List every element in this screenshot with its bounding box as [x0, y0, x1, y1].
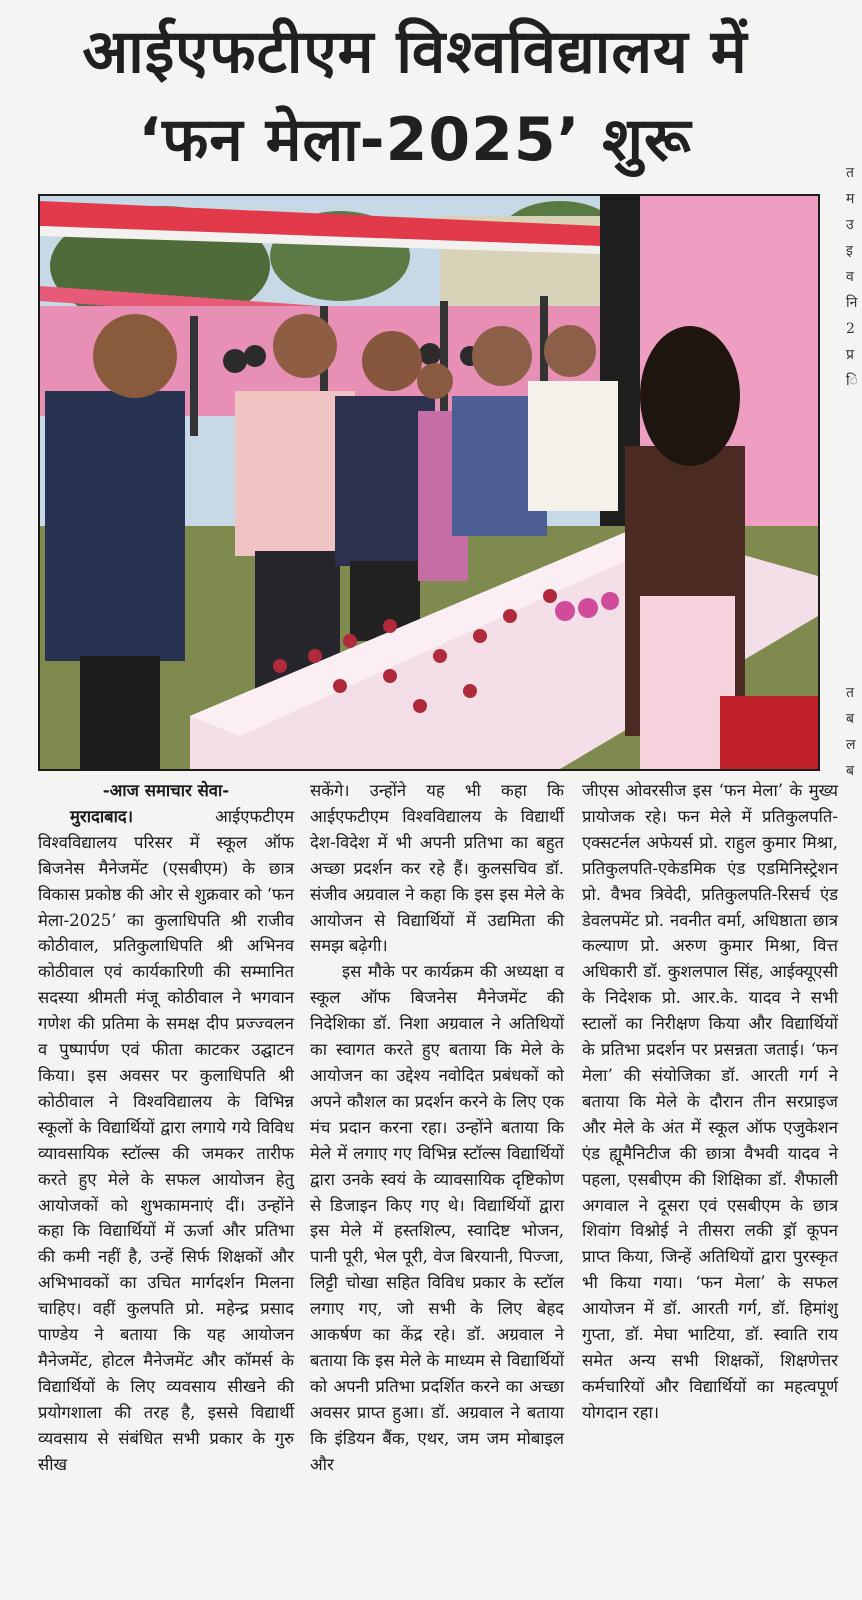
event-photo-illustration: [40, 196, 818, 769]
article-paragraph: इस मौके पर कार्यक्रम की अध्यक्षा व स्कूल ऑफ बिजनेस मैनेजमेंट की निदेशिका डॉ. निशा अग्रवाल ने अतिथियों का स्वागत करते हुए बताया कि मेले के आयोजन का उद्देश्य नवोदित प्रबंधकों को अपने कौशल का प्रदर्शन करने के लिए एक मंच प्रदान करना रहा। उन्होंने बताया कि मेले में लगाए गए विभिन्न स्टॉल्स विद्यार्थियों द्वारा उनके स्वयं के व्यावसायिक दृष्टिकोण से डिजाइन किए गए थे। विद्यार्थियों द्वारा इस मेले में हस्तशिल्प, स्वादिष्ट भोजन, पानी पूरी, भेल पूरी, वेज बिरयानी, पिज्जा, लिट्टी चोखा सहित विविध प्रकार के स्टॉल लगाए गए, जो सभी के लिए बेहद आकर्षण का केंद्र रहे। डॉ. अग्रवाल ने बताया कि इस मेले के माध्यम से विद्यार्थियों को अपनी प्रतिभा प्रदर्शित करने का अच्छा अवसर प्राप्त हुआ। डॉ. अग्रवाल ने बताया कि इंडियन बैंक, एथर, जम जम मोबाइल और: [310, 962, 564, 1474]
headline-line-2: ‘फन मेला-2025’ शुरू: [138, 105, 692, 175]
edge-char: इ: [846, 243, 853, 259]
edge-char: ल: [846, 737, 856, 753]
adjacent-column-fragment: [846, 160, 862, 394]
article-text: आईएफटीएम विश्वविद्यालय परिसर में स्कूल ऑफ बिजनेस मैनेजमेंट (एसबीएम) के छात्र विकास प्रकोष्ठ की ओर से शुक्रवार को ‘फन मेला-2025’ का कुलाधिपति श्री राजीव कोठीवाल, प्रतिकुलाधिपति श्री अभिनव कोठीवाल एवं कार्यकारिणी की सम्मानित सदस्या श्रीमती मंजू कोठीवाल ने भगवान गणेश की प्रतिमा के समक्ष दीप प्रज्ज्वलन व पुष्पार्पण एवं फीता काटकर उद्घाटन किया। इस अवसर पर कुलाधिपति श्री कोठीवाल ने विश्वविद्यालय के विभिन्न स्कूलों के विद्यार्थियों द्वारा लगाये गये विविध व्यावसायिक स्टॉल्स की जमकर तारीफ करते हुए मेले के सफल आयोजन हेतु आयोजकों को शुभकामनाएं दीं। उन्होंने कहा कि विद्यार्थियों में ऊर्जा और प्रतिभा की कमी नहीं है, उन्हें सिर्फ शिक्षकों और अभिभावकों का उचित मार्गदर्शन मिलना चाहिए। वहीं कुलपति प्रो. महेन्द्र प्रसाद पाण्डेय ने बताया कि यह आयोजन मैनेजमेंट, होटल मैनेजमेंट और कॉमर्स के विद्यार्थियों के लिए व्यवसाय सीखने की प्रयोगशाला की तरह है, इससे विद्यार्थी व्यवसाय से संबंधित सभी प्रकार के गुरु सीख: [38, 806, 294, 1474]
edge-char: ब: [846, 763, 854, 779]
adjacent-column-fragment: [846, 680, 862, 784]
edge-char: प्र: [846, 347, 854, 363]
headline: [0, 8, 830, 184]
edge-char: उ: [846, 217, 854, 233]
edge-char: 2: [846, 321, 855, 337]
article-column-3: [582, 778, 838, 1426]
edge-char: ब: [846, 711, 854, 727]
article-paragraph: [38, 804, 294, 1478]
edge-char: व: [846, 269, 854, 285]
article-paragraph: सकेंगे। उन्होंने यह भी कहा कि आईएफटीएम विश्वविद्यालय के विद्यार्थी देश-विदेश में भी अपनी प्रतिभा का बहुत अच्छा प्रदर्शन कर रहे हैं। कुलसचिव डॉ. संजीव अग्रवाल ने कहा कि इस इस मेले के आयोजन से विद्यार्थियों में उद्यमिता की समझ बढ़ेगी।: [310, 781, 564, 956]
edge-char: नि: [846, 295, 858, 311]
dateline: मुरादाबाद।: [70, 805, 133, 826]
headline-line-1: आईएफटीएम विश्वविद्यालय में: [82, 17, 748, 87]
edge-char: त: [846, 685, 854, 701]
byline: -आज समाचार सेवा-: [102, 780, 230, 800]
edge-char: त: [846, 165, 854, 181]
edge-char: म: [846, 191, 855, 207]
article-column-1: [38, 778, 294, 1477]
event-photo: [38, 194, 820, 771]
edge-char: ि: [846, 373, 858, 389]
article-column-2: [310, 778, 564, 1477]
article-paragraph: जीएस ओवरसीज इस ‘फन मेला’ के मुख्य प्रायोजक रहे। फन मेले में प्रतिकुलपति-एक्सटर्नल अफेयर्स प्रो. राहुल कुमार मिश्रा, प्रतिकुलपति-एकेडमिक एंड एडमिनिस्ट्रेशन प्रो. वैभव त्रिवेदी, प्रतिकुलपति-रिसर्च एंड डेवलपमेंट प्रो. नवनीत वर्मा, अधिष्ठाता छात्र कल्याण प्रो. अरुण कुमार मिश्रा, वित्त अधिकारी डॉ. कुशलपाल सिंह, आईक्यूएसी के निदेशक प्रो. आर.के. यादव ने सभी स्टालों का निरीक्षण किया और विद्यार्थियों के प्रतिभा प्रदर्शन पर प्रसन्नता जताई। ‘फन मेला’ की संयोजिका डॉ. आरती गर्ग ने बताया कि मेले के दौरान तीन सरप्राइज और मेले के अंत में स्कूल ऑफ एजुकेशन एंड ह्यूमैनिटीज की छात्रा वैभवी यादव ने पहला, एसबीएम की शिक्षिका डॉ. शैफाली अगवाल ने दूसरा एवं एसबीएम के छात्र शिवांग विश्नोई ने तीसरा लकी ड्रॉ कूपन प्राप्त किया, जिन्हें अतिथियों द्वारा पुरस्कृत भी किया गया। ‘फन मेला’ के सफल आयोजन में डॉ. आरती गर्ग, डॉ. हिमांशु गुप्ता, डॉ. मेघा भाटिया, डॉ. स्वाति राय समेत अन्य सभी शिक्षकों, शिक्षणेत्तर कर्मचारियों और विद्यार्थियों का महत्वपूर्ण योगदान रहा।: [582, 781, 838, 1422]
